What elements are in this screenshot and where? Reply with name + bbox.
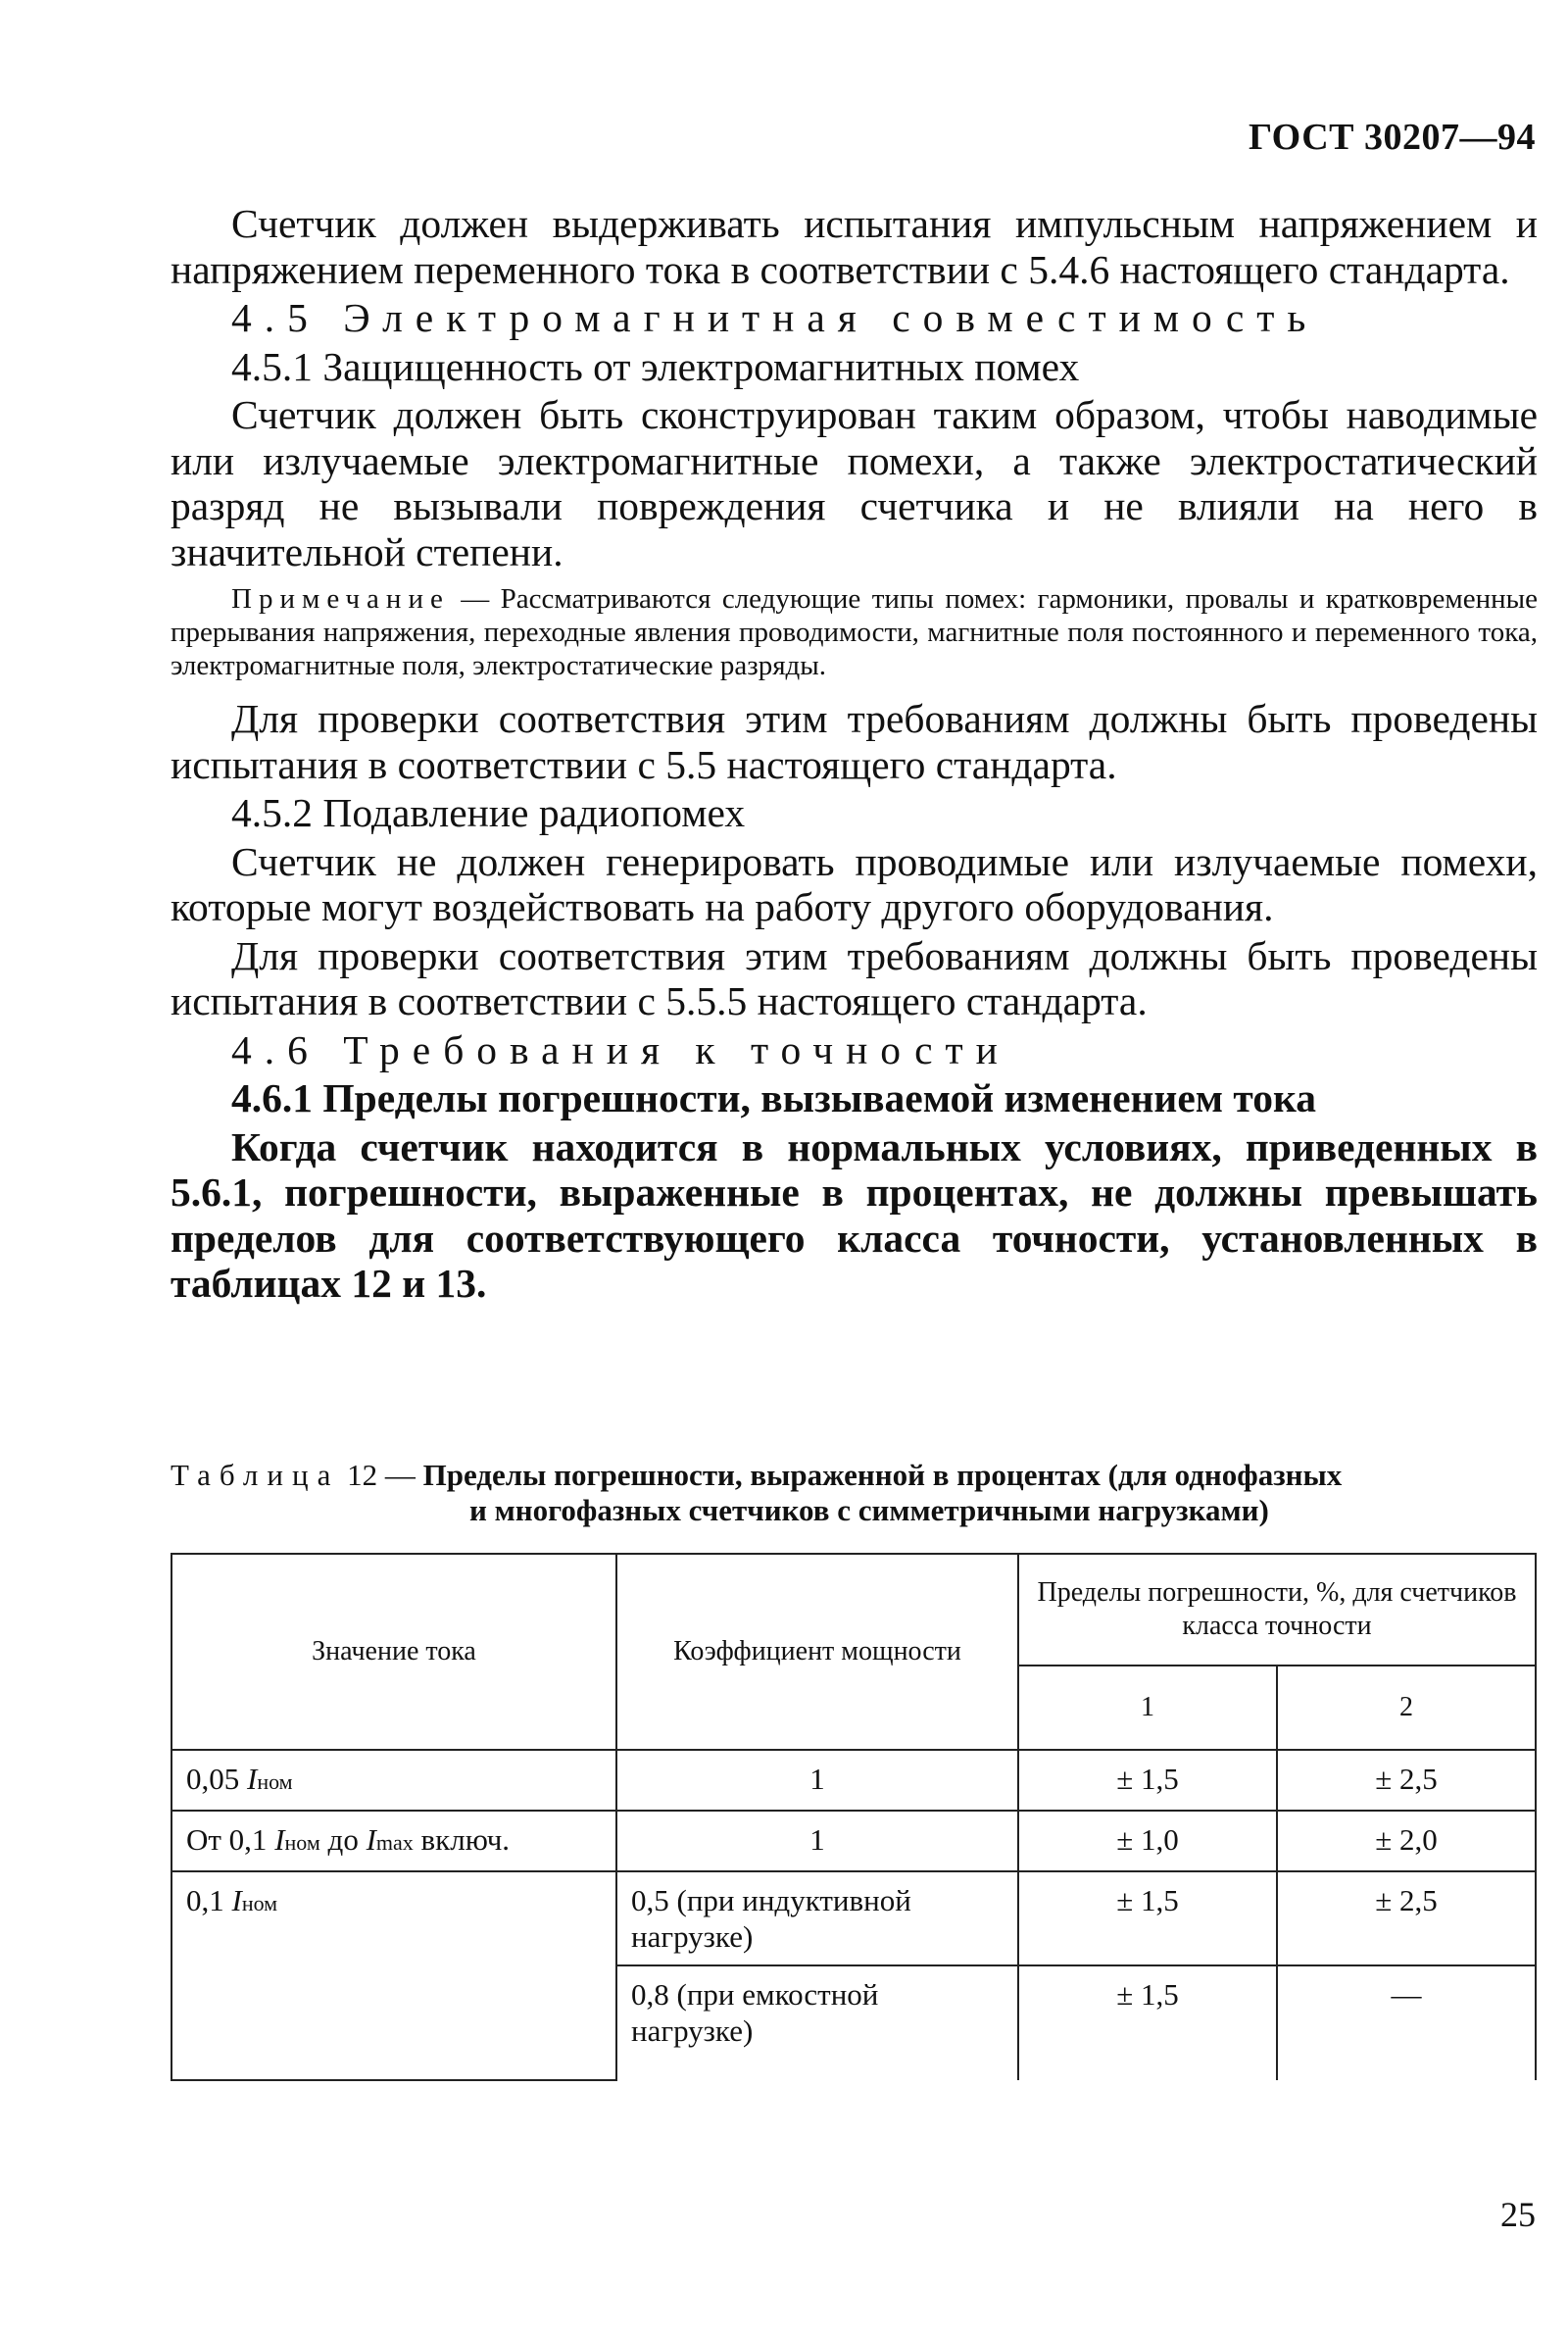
cell-class-1: ± 1,5 [1018, 1750, 1277, 1811]
table-caption [171, 1458, 1543, 1528]
note [171, 582, 1538, 682]
paragraph-emc-design: Счетчик должен быть сконструирован таким образом, чтобы наводимые или излучаемые электромагнитные помехи, а также электростатический разряд не вызывали повреждения счетчика и не влияли на него в значительной степени. [171, 392, 1538, 574]
subsection-heading-4-5-2: 4.5.2 Подавление радиопомех [231, 790, 746, 835]
subsection-heading-4-5-1: 4.5.1 Защищенность от электромагнитных помех [231, 343, 1080, 389]
cell-current: От 0,1 Iном до Imax включ. [172, 1811, 616, 1871]
cell-class-1: ± 1,5 [1018, 1965, 1277, 2080]
cell-class-2: ± 2,5 [1277, 1871, 1536, 1965]
header-current-value: Значение тока [172, 1554, 616, 1750]
cell-power-factor: 1 [616, 1750, 1018, 1811]
cell-class-2: ± 2,5 [1277, 1750, 1536, 1811]
table-label: Таблица [171, 1458, 340, 1492]
table-row [172, 1750, 1536, 1811]
cell-class-1: ± 1,5 [1018, 1871, 1277, 1965]
header-error-limits: Пределы погрешности, %, для счетчиков класса точности [1018, 1554, 1536, 1666]
note-label: Примечание [231, 583, 450, 615]
header-class-1: 1 [1018, 1666, 1277, 1750]
cell-class-2: ± 2,0 [1277, 1811, 1536, 1871]
cell-power-factor: 0,8 (при емкостной нагрузке) [616, 1965, 1018, 2080]
section-heading-4-5: 4.5 Электромагнитная совместимость [231, 295, 1319, 340]
section-heading-4-6: 4.6 Требования к точности [231, 1026, 1010, 1072]
document-body [171, 201, 1538, 1310]
paragraph-radio-interference: Счетчик не должен генерировать проводимые или излучаемые помехи, которые могут воздействовать на работу другого оборудования. [171, 838, 1538, 929]
subsection-heading-4-6-1: 4.6.1 Пределы погрешности, вызываемой изменением тока [231, 1075, 1317, 1120]
table-row [172, 1871, 1536, 1965]
header-power-factor: Коэффициент мощности [616, 1554, 1018, 1750]
cell-power-factor: 0,5 (при индуктивной нагрузке) [616, 1871, 1018, 1965]
table-number: 12 — [339, 1458, 423, 1492]
header-class-2: 2 [1277, 1666, 1536, 1750]
table-caption-line-1 [171, 1458, 1543, 1493]
note-text: — Рассматриваются следующие типы помех: гармоники, провалы и кратковременные прерывания напряжения, переходные явления проводимости, магнитные поля постоянного и переменного тока, электромагнитные поля, электростатические разряды. [171, 583, 1538, 681]
paragraph-radio-verification: Для проверки соответствия этим требованиям должны быть проведены испытания в соответствии с 5.5.5 настоящего стандарта. [171, 932, 1538, 1023]
document-code: ГОСТ 30207—94 [1248, 117, 1536, 158]
cell-power-factor: 1 [616, 1811, 1018, 1871]
table-title-part-1: Пределы погрешности, выраженной в процентах (для однофазных [422, 1458, 1343, 1492]
page-number: 25 [1500, 2195, 1536, 2234]
cell-class-2: — [1277, 1965, 1536, 2080]
table-title-part-2: и многофазных счетчиков с симметричными нагрузками) [469, 1493, 1269, 1527]
paragraph-emc-verification: Для проверки соответствия этим требованиям должны быть проведены испытания в соответствии с 5.5 настоящего стандарта. [171, 696, 1538, 787]
paragraph-impulse-test: Счетчик должен выдерживать испытания импульсным напряжением и напряжением переменного тока в соответствии с 5.4.6 настоящего стандарта. [171, 201, 1538, 292]
paragraph-error-limits: Когда счетчик находится в нормальных условиях, приведенных в 5.6.1, погрешности, выраженные в процентах, не должны превышать пределов для соответствующего класса точности, установленных в таблицах 12 и 13. [171, 1123, 1538, 1306]
cell-current: 0,1 Iном [172, 1871, 616, 2080]
error-limits-table [171, 1553, 1537, 2081]
cell-current: 0,05 Iном [172, 1750, 616, 1811]
table-row [172, 1811, 1536, 1871]
cell-class-1: ± 1,0 [1018, 1811, 1277, 1871]
